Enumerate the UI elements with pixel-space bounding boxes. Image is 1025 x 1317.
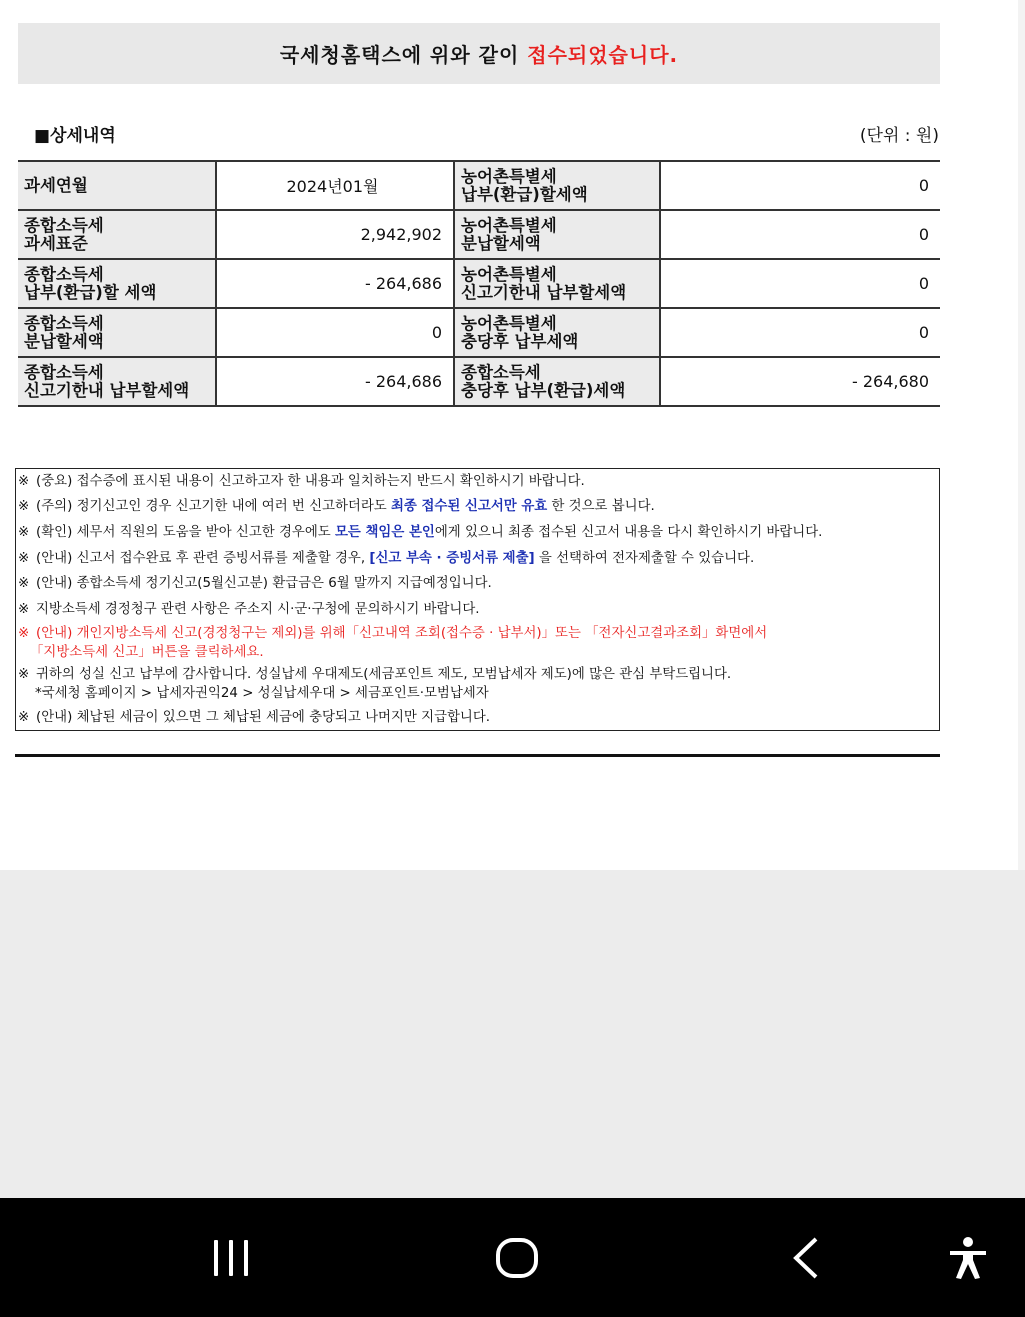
divider (15, 754, 940, 757)
notice-text: 귀하의 성실 신고 납부에 감사합니다. 성실납세 우대제도(세금포인트 제도, 모범납세자 제도)에 많은 관심 부탁드립니다. (36, 667, 732, 682)
row-label: 종합소득세 충당후 납부(환급)세액 (454, 357, 660, 406)
row-value: 2024년01월 (216, 161, 454, 210)
section-title: ■상세내역 (34, 126, 116, 146)
notice-mark: ※ (18, 499, 30, 514)
notice-text: (안내) 종합소득세 정기신고(5월신고분) 환급금은 6월 말까지 지급예정입니다. (36, 576, 492, 591)
row-label: 종합소득세 납부(환급)할 세액 (18, 259, 216, 308)
row-label: 농어촌특별세 납부(환급)할세액 (454, 161, 660, 210)
row-value: - 264,686 (216, 357, 454, 406)
banner-text: 국세청홈택스에 위와 같이 (279, 43, 528, 67)
banner-highlight: 접수되었습니다. (527, 43, 679, 67)
notice-mark: ※ (18, 576, 30, 591)
back-icon (782, 1234, 830, 1282)
notice-mark: ※ (18, 710, 30, 725)
home-button[interactable] (493, 1234, 541, 1282)
table-row (18, 357, 940, 406)
notice-mark: ※ (18, 602, 30, 617)
notice-mark: ※ (18, 474, 30, 489)
notice-text: (중요) 접수증에 표시된 내용이 신고하고자 한 내용과 일치하는지 반드시 확인하시기 바랍니다. (36, 474, 585, 489)
notice-text-part: 한 것으로 봅니다. (547, 499, 655, 514)
row-value: - 264,680 (660, 357, 940, 406)
notice-mark: ※ (18, 626, 30, 641)
notice-emphasis: 모든 책임은 본인 (334, 525, 435, 540)
notice-text-part: (확인) 세무서 직원의 도움을 받아 신고한 경우에도 (36, 525, 335, 540)
row-value: 0 (660, 161, 940, 210)
recent-apps-icon (207, 1234, 255, 1282)
notice-text (36, 525, 822, 541)
notice-text: (안내) 개인지방소득세 신고(경정청구는 제외)를 위해「신고내역 조회(접수증 · 납부서)」또는 「전자신고결과조회」화면에서 (36, 626, 768, 641)
row-label: 농어촌특별세 신고기한내 납부할세액 (454, 259, 660, 308)
table-row (18, 259, 940, 308)
notice-text (36, 499, 655, 515)
table-row (18, 161, 940, 210)
android-navbar (0, 1198, 1025, 1317)
notice-text (36, 551, 754, 567)
notice-text-line2: 「지방소득세 신고」버튼을 클릭하세요. (30, 645, 264, 660)
row-label: 과세연월 (18, 161, 216, 210)
notice-text-part: (안내) 신고서 접수완료 후 관련 증빙서류를 제출할 경우, (36, 551, 370, 566)
notice-emphasis: 최종 접수된 신고서만 유효 (390, 499, 548, 514)
notice-text-line2: *국세청 홈페이지 > 납세자권익24 > 성실납세우대 > 세금포인트·모범납세자 (35, 686, 489, 701)
table-row (18, 210, 940, 259)
notice-mark: ※ (18, 667, 30, 682)
row-label: 종합소득세 신고기한내 납부할세액 (18, 357, 216, 406)
notice-emphasis: [신고 부속 · 증빙서류 제출] (369, 551, 535, 566)
accessibility-button[interactable] (944, 1234, 992, 1282)
detail-table (18, 160, 940, 407)
notice-text-part: (주의) 정기신고인 경우 신고기한 내에 여러 번 신고하더라도 (36, 499, 391, 514)
row-label: 농어촌특별세 분납할세액 (454, 210, 660, 259)
notice-text: (안내) 체납된 세금이 있으면 그 체납된 세금에 충당되고 나머지만 지급합니다. (36, 710, 491, 725)
receipt-banner (18, 23, 940, 84)
row-label: 종합소득세 분납할세액 (18, 308, 216, 357)
row-value: 2,942,902 (216, 210, 454, 259)
row-value: 0 (660, 259, 940, 308)
notice-text-part: 에게 있으니 최종 접수된 신고서 내용을 다시 확인하시기 바랍니다. (434, 525, 823, 540)
recent-apps-button[interactable] (207, 1234, 255, 1282)
row-value: 0 (660, 308, 940, 357)
row-label: 농어촌특별세 충당후 납부세액 (454, 308, 660, 357)
back-button[interactable] (782, 1234, 830, 1282)
notice-box (15, 468, 940, 731)
unit-label: (단위 : 원) (859, 126, 939, 146)
row-value: - 264,686 (216, 259, 454, 308)
page-edge (1018, 0, 1025, 870)
table-row (18, 308, 940, 357)
row-value: 0 (660, 210, 940, 259)
notice-text: 지방소득세 경정청구 관련 사항은 주소지 시·군·구청에 문의하시기 바랍니다. (36, 602, 480, 617)
row-value: 0 (216, 308, 454, 357)
notice-mark: ※ (18, 525, 30, 540)
accessibility-icon (944, 1234, 992, 1282)
empty-background (0, 870, 1025, 1198)
notice-mark: ※ (18, 551, 30, 566)
home-icon (493, 1234, 541, 1282)
row-label: 종합소득세 과세표준 (18, 210, 216, 259)
notice-text-part: 을 선택하여 전자제출할 수 있습니다. (534, 551, 755, 566)
